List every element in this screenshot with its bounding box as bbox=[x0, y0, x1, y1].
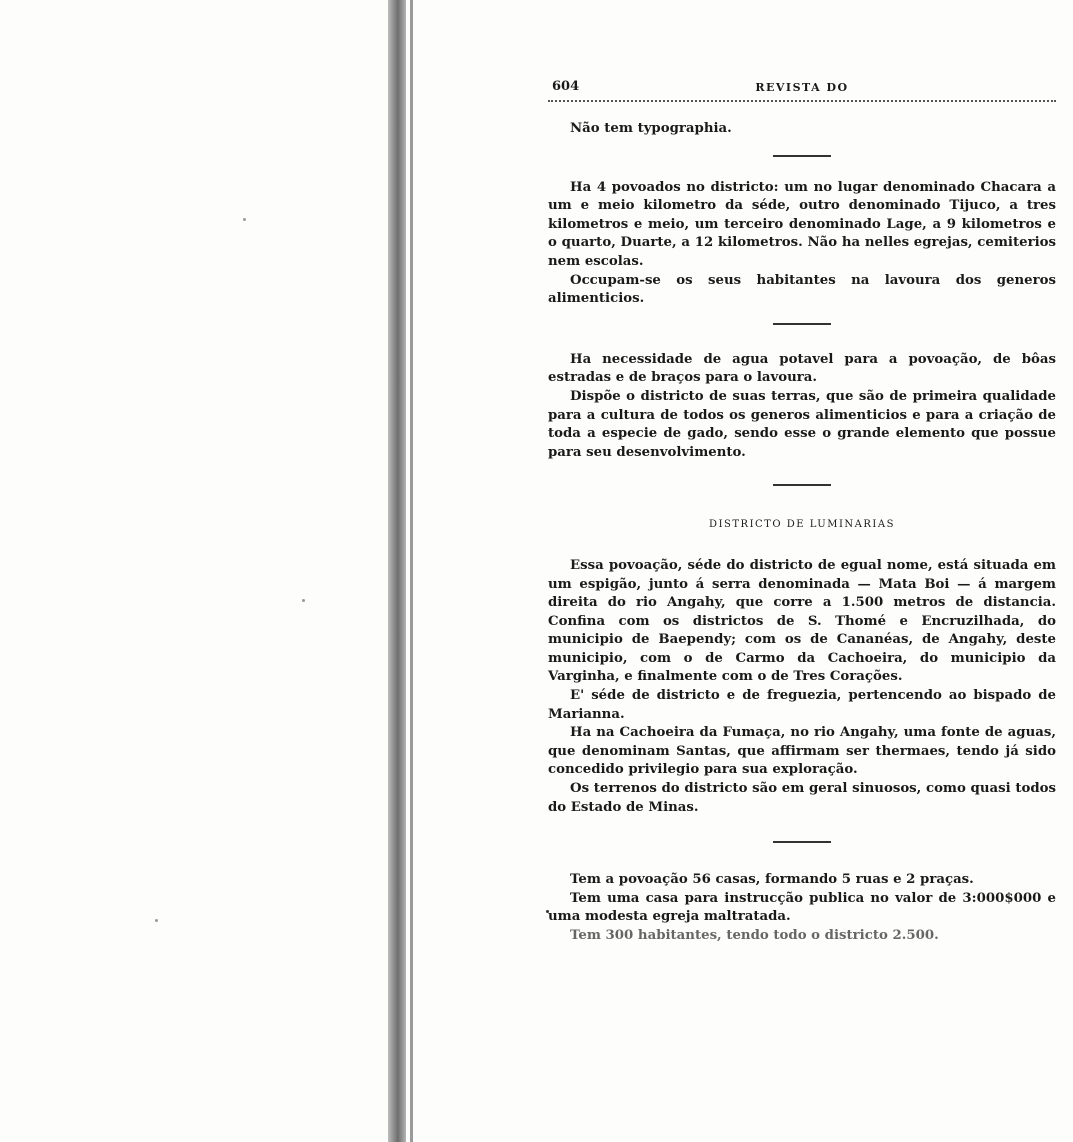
book-gutter-shadow bbox=[388, 0, 406, 1142]
header-rule bbox=[548, 100, 1056, 102]
paragraph-povoados: Ha 4 povoados no districto: um no lugar denominado Chacara a um e meio kilometro da séde, outro denominado Tijuco, a tres kilometros e meio, um terceiro denominado Lage, a 9 kilometros e o quarto, Duarte, a 12 kilometros. Não ha nelles egrejas, cemiterios nem escolas. bbox=[548, 179, 1056, 269]
paper-speck bbox=[243, 218, 246, 221]
paper-speck bbox=[155, 919, 158, 922]
book-page bbox=[548, 78, 1056, 946]
page-number: 604 bbox=[552, 79, 580, 94]
section-heading: DISTRICTO DE LUMINARIAS bbox=[709, 519, 895, 531]
separator-rule bbox=[773, 323, 831, 325]
paper-speck bbox=[302, 599, 305, 602]
paragraph-casas: Tem a povoação 56 casas, formando 5 ruas e 2 praças. bbox=[570, 872, 974, 888]
separator-rule bbox=[773, 484, 831, 486]
paragraph-povoacao: Essa povoação, séde do districto de egual nome, está situada em um espigão, junto á serra denominada — Mata Boi — á margem direita do rio Angahy, que corre a 1.500 metros de distancia. Confina com os districtos de S. Thomé e Encruzilhada, do municipio de Baependy; com os de Cananéas, de Angahy, deste municipio, com o de Carmo da Cachoeira, do municipio da Varginha, e finalmente com o de Tres Corações. bbox=[548, 557, 1056, 685]
book-gutter-line bbox=[410, 0, 413, 1142]
running-head bbox=[548, 78, 1056, 98]
paragraph-habitantes: Occupam-se os seus habitantes na lavoura dos generos alimenticios. bbox=[548, 272, 1056, 307]
separator-rule bbox=[773, 155, 831, 157]
paragraph-habitantes-total: Tem 300 habitantes, tendo todo o districto 2.500. bbox=[570, 928, 939, 943]
paragraph-terras: Dispõe o districto de suas terras, que são de primeira qualidade para a cultura de todos os generos alimenticios e para a criação de toda a especie de gado, sendo esse o grande elemento que possue para seu desenvolvimento. bbox=[548, 388, 1056, 460]
paragraph-sede: E' séde de districto e de freguezia, pertencendo ao bispado de Marianna. bbox=[548, 688, 1056, 722]
paragraph-cachoeira: Ha na Cachoeira da Fumaça, no rio Angahy, uma fonte de aguas, que denominam Santas, que affirmam ser thermaes, tendo já sido concedido privilegio para sua exploração. bbox=[548, 725, 1056, 778]
paragraph-necessidade: Ha necessidade de agua potavel para a povoação, de bôas estradas e de braços para o lavoura. bbox=[548, 351, 1056, 386]
paragraph-instruccao: Tem uma casa para instrucção publica no valor de 3:000$000 e uma modesta egreja maltratada. bbox=[548, 890, 1056, 925]
running-title: REVISTA DO bbox=[755, 81, 849, 94]
separator-rule bbox=[773, 841, 831, 843]
paragraph-terrenos: Os terrenos do districto são em geral sinuosos, como quasi todos do Estado de Minas. bbox=[548, 781, 1056, 815]
paragraph-typographia: Não tem typographia. bbox=[570, 121, 732, 136]
